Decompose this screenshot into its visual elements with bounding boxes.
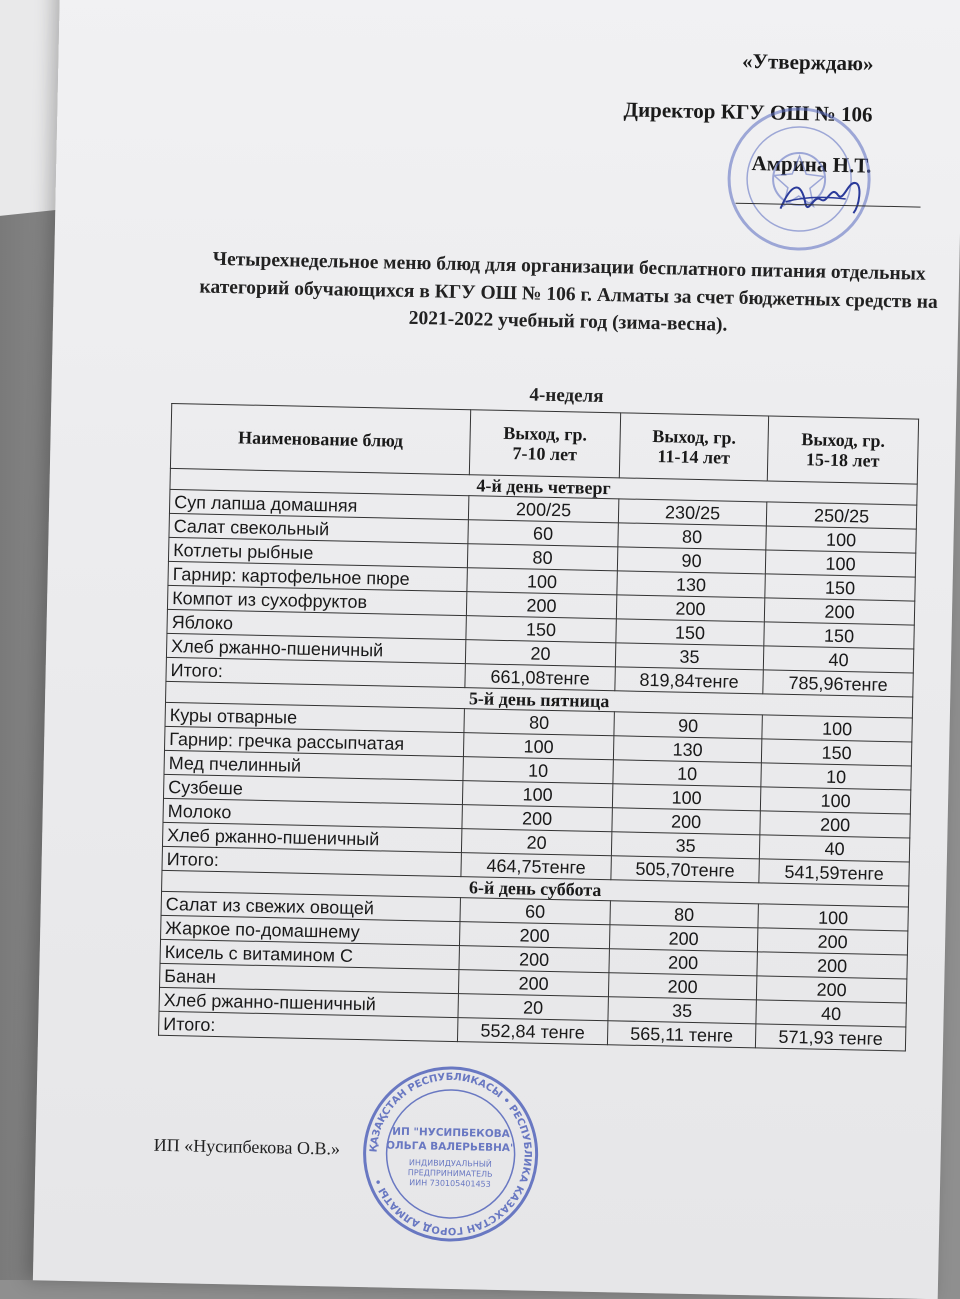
- portion-7-10-cell: 60: [468, 520, 618, 547]
- portion-11-14-cell: 10: [613, 760, 762, 787]
- portion-15-18-cell: 571,93 тенге: [755, 1024, 905, 1051]
- portion-11-14-cell: 150: [616, 619, 765, 646]
- portion-11-14-cell: 130: [613, 736, 762, 763]
- portion-11-14-cell: 35: [611, 832, 760, 859]
- portion-7-10-cell: 200: [459, 922, 609, 949]
- dish-name-cell: Салат из свежих овощей: [161, 891, 460, 921]
- portion-15-18-cell: 200: [764, 598, 914, 625]
- portion-15-18-cell: 200: [757, 928, 907, 955]
- portion-15-18-cell: 100: [758, 904, 908, 931]
- dish-name-cell: Мед пчелинный: [164, 750, 463, 780]
- portion-15-18-cell: 200: [757, 952, 907, 979]
- portion-7-10-cell: 200: [459, 946, 609, 973]
- portion-7-10-cell: 200: [462, 805, 612, 832]
- dish-name-cell: Банан: [160, 963, 459, 993]
- portion-11-14-cell: 200: [609, 925, 758, 952]
- portion-11-14-cell: 90: [617, 547, 766, 574]
- portion-15-18-cell: 100: [760, 787, 910, 814]
- portion-11-14-cell: 80: [618, 523, 767, 550]
- day-title: 5-й день пятница: [166, 681, 913, 718]
- portion-15-18-cell: 40: [763, 646, 913, 673]
- header-col2-line2: 11-14 лет: [657, 446, 731, 468]
- dish-name-cell: Итого:: [166, 657, 465, 687]
- portion-7-10-cell: 464,75тенге: [461, 853, 611, 880]
- dish-name-cell: Куры отварные: [165, 702, 464, 732]
- header-col1-line1: Выход, гр.: [503, 422, 588, 445]
- portion-15-18-cell: 200: [756, 976, 906, 1003]
- header-age-15-18: [767, 416, 918, 484]
- dish-name-cell: Хлеб ржанно-пшеничный: [159, 987, 458, 1017]
- portion-11-14-cell: 200: [609, 949, 758, 976]
- portion-11-14-cell: 230/25: [618, 499, 767, 526]
- dish-name-cell: Жаркое по-домашнему: [161, 915, 460, 945]
- day-title: 6-й день суббота: [162, 870, 909, 907]
- portion-7-10-cell: 100: [463, 733, 613, 760]
- portion-15-18-cell: 100: [765, 550, 915, 577]
- seal-line-5: ИИН 730105401453: [409, 1178, 491, 1189]
- seal-line-3: ИНДИВИДУАЛЬНЫЙ: [408, 1158, 492, 1169]
- header-dish-name: Наименование блюд: [170, 403, 470, 474]
- director-signature-icon: [775, 174, 871, 221]
- seal-ring-text: ҚАЗАҚСТАН РЕСПУБЛИКАСЫ • РЕСПУБЛИКА КАЗАХСТАН ГОРОД АЛМАТЫ •: [368, 1071, 533, 1237]
- dish-name-cell: Сузбеше: [163, 774, 462, 804]
- dish-name-cell: Гарнир: гречка рассыпчатая: [164, 726, 463, 756]
- portion-11-14-cell: 35: [608, 997, 757, 1024]
- portion-15-18-cell: 150: [764, 622, 914, 649]
- approval-position: Директор КГУ ОШ № 106: [623, 97, 873, 127]
- dish-name-cell: Хлеб ржанно-пшеничный: [162, 822, 461, 852]
- portion-11-14-cell: 35: [615, 643, 764, 670]
- week-label: 4-неделя: [529, 384, 604, 407]
- menu-table: [158, 403, 919, 1052]
- header-col3-line1: Выход, гр.: [801, 429, 886, 451]
- portion-11-14-cell: 80: [610, 901, 759, 928]
- portion-15-18-cell: 10: [761, 763, 911, 790]
- dish-name-cell: Итого:: [159, 1011, 458, 1041]
- supplier-footer: ИП «Нусипбекова О.В.»: [153, 1134, 341, 1159]
- portion-7-10-cell: 20: [465, 640, 615, 667]
- portion-15-18-cell: 40: [759, 835, 909, 862]
- portion-7-10-cell: 552,84 тенге: [457, 1018, 607, 1045]
- seal-line-1: ИП "НУСИПБЕКОВА: [392, 1125, 511, 1141]
- portion-11-14-cell: 130: [617, 571, 766, 598]
- portion-11-14-cell: 505,70тенге: [611, 856, 760, 883]
- portion-11-14-cell: 100: [612, 784, 761, 811]
- portion-15-18-cell: 100: [762, 715, 912, 742]
- portion-11-14-cell: 200: [616, 595, 765, 622]
- portion-11-14-cell: 90: [614, 712, 763, 739]
- dish-name-cell: Молоко: [163, 798, 462, 828]
- portion-7-10-cell: 200: [466, 592, 616, 619]
- portion-7-10-cell: 60: [460, 898, 610, 925]
- seal-line-2: ОЛЬГА ВАЛЕРЬЕВНА": [385, 1139, 516, 1155]
- portion-7-10-cell: 100: [467, 568, 617, 595]
- portion-7-10-cell: 20: [458, 994, 608, 1021]
- portion-7-10-cell: 20: [461, 829, 611, 856]
- portion-7-10-cell: 100: [462, 781, 612, 808]
- portion-11-14-cell: 565,11 тенге: [607, 1021, 756, 1048]
- portion-7-10-cell: 200/25: [468, 496, 618, 523]
- approval-label: «Утверждаю»: [741, 48, 874, 76]
- dish-name-cell: Яблоко: [167, 609, 466, 639]
- header-col3-line2: 15-18 лет: [805, 449, 880, 471]
- menu-table-body: [159, 468, 918, 1051]
- portion-15-18-cell: 150: [761, 739, 911, 766]
- dish-name-cell: Компот из сухофруктов: [167, 585, 466, 615]
- portion-7-10-cell: 661,08тенге: [465, 664, 615, 691]
- portion-15-18-cell: 785,96тенге: [763, 670, 913, 697]
- portion-7-10-cell: 10: [463, 757, 613, 784]
- portion-7-10-cell: 80: [464, 709, 614, 736]
- portion-7-10-cell: 150: [466, 616, 616, 643]
- dish-name-cell: Котлеты рыбные: [168, 537, 467, 567]
- dish-name-cell: Хлеб ржанно-пшеничный: [166, 633, 465, 663]
- dish-name-cell: Кисель с витамином С: [160, 939, 459, 969]
- header-age-7-10: [469, 410, 620, 478]
- document-page: [33, 0, 960, 1299]
- seal-line-4: ПРЕДПРИНИМАТЕЛЬ: [407, 1168, 493, 1179]
- portion-15-18-cell: 100: [766, 526, 916, 553]
- portion-15-18-cell: 200: [760, 811, 910, 838]
- day-title: 4-й день четверг: [170, 468, 917, 505]
- portion-15-18-cell: 250/25: [766, 502, 916, 529]
- portion-7-10-cell: 200: [458, 970, 608, 997]
- portion-11-14-cell: 200: [612, 808, 761, 835]
- portion-11-14-cell: 200: [608, 973, 757, 1000]
- dish-name-cell: Салат свекольный: [169, 513, 468, 543]
- portion-15-18-cell: 40: [756, 1000, 906, 1027]
- header-col2-line1: Выход, гр.: [652, 426, 737, 448]
- portion-15-18-cell: 150: [765, 574, 915, 601]
- dish-name-cell: Итого:: [162, 846, 461, 876]
- dish-name-cell: Гарнир: картофельное пюре: [168, 561, 467, 591]
- approval-name: Амрина Н.Т.: [751, 151, 872, 178]
- header-age-11-14: [619, 413, 768, 481]
- portion-11-14-cell: 819,84тенге: [615, 667, 764, 694]
- portion-15-18-cell: 541,59тенге: [759, 859, 909, 886]
- document-title: Четырехнедельное меню блюд для организации бесплатного питания отдельных категорий обучающихся в КГУ ОШ № 106 г. Алматы за счет бюджетных средств на 2021-2022 учебный год (зима-весна).: [199, 248, 938, 336]
- portion-7-10-cell: 80: [467, 544, 617, 571]
- dish-name-cell: Суп лапша домашняя: [169, 489, 468, 519]
- header-col1-line2: 7-10 лет: [512, 443, 578, 465]
- supplier-seal-icon: [359, 1062, 543, 1246]
